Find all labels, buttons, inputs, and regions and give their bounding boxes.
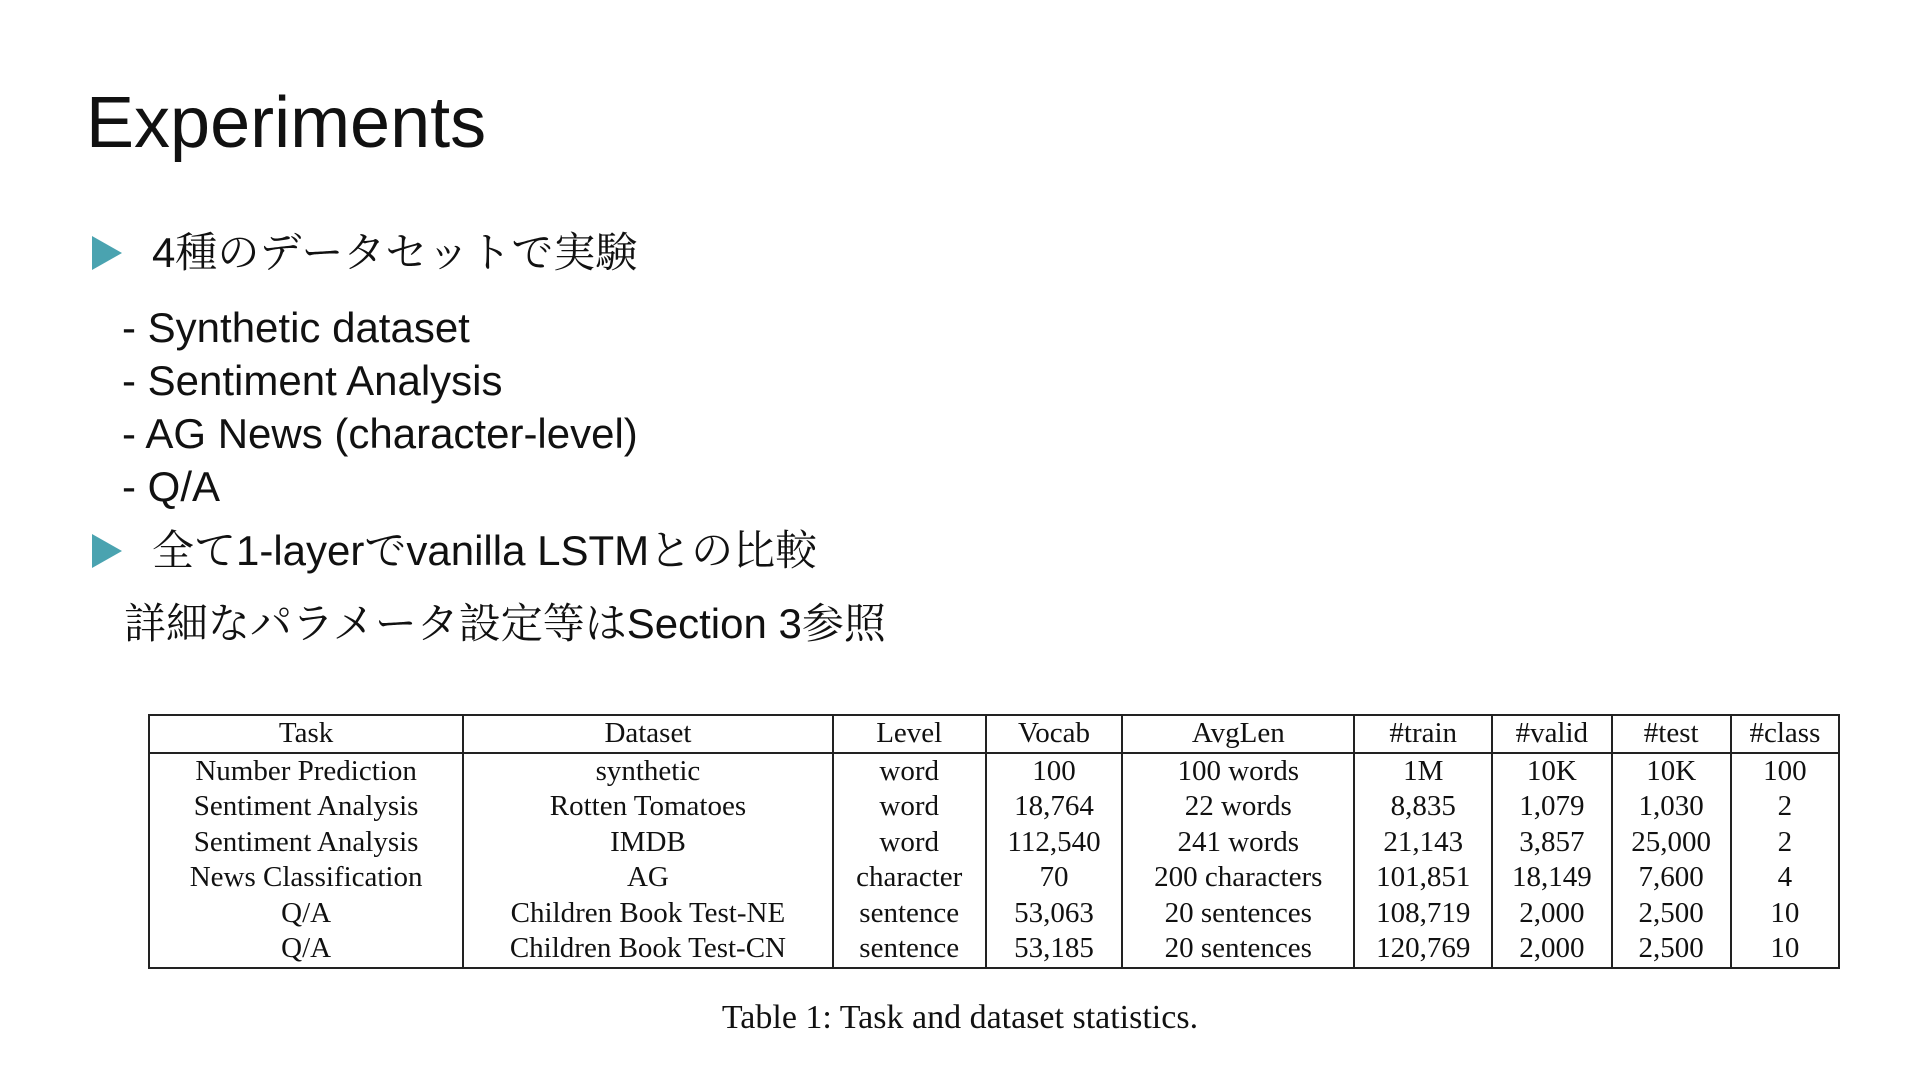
triangle-bullet-icon (92, 534, 122, 568)
header-level: Level (833, 715, 986, 753)
table-cell: sentence (833, 931, 986, 968)
table-cell: sentence (833, 896, 986, 932)
table-row (149, 896, 1839, 932)
table-cell: News Classification (149, 860, 463, 896)
table-cell: 2,000 (1492, 931, 1611, 968)
table-cell: word (833, 825, 986, 861)
table-cell: 18,149 (1492, 860, 1611, 896)
table-header-row (149, 715, 1839, 753)
table-cell: 3,857 (1492, 825, 1611, 861)
table-cell: Sentiment Analysis (149, 789, 463, 825)
table-row (149, 789, 1839, 825)
table-cell: 8,835 (1354, 789, 1492, 825)
list-item: - Synthetic dataset (122, 304, 470, 351)
table-cell: word (833, 753, 986, 790)
table-cell: word (833, 789, 986, 825)
list-item: - Q/A (122, 463, 221, 510)
table-cell: 4 (1731, 860, 1839, 896)
table-cell: 2 (1731, 789, 1839, 825)
table-cell: 2,500 (1612, 931, 1731, 968)
header-avglen: AvgLen (1122, 715, 1354, 753)
table-cell: synthetic (463, 753, 832, 790)
table-cell: AG (463, 860, 832, 896)
table-cell: 108,719 (1354, 896, 1492, 932)
table-cell: 10 (1731, 931, 1839, 968)
table-cell: Children Book Test-CN (463, 931, 832, 968)
table-cell: 7,600 (1612, 860, 1731, 896)
header-dataset: Dataset (463, 715, 832, 753)
table-cell: IMDB (463, 825, 832, 861)
table-cell: 241 words (1122, 825, 1354, 861)
bullet-text: 4種のデータセットで実験 (152, 229, 638, 276)
table-cell: Sentiment Analysis (149, 825, 463, 861)
table-cell: 1,030 (1612, 789, 1731, 825)
table-cell: 53,063 (986, 896, 1122, 932)
table-cell: Q/A (149, 896, 463, 932)
table-cell: 100 (986, 753, 1122, 790)
table-cell: 2,000 (1492, 896, 1611, 932)
list-item: - Sentiment Analysis (122, 357, 503, 404)
table-cell: 10 (1731, 896, 1839, 932)
table-row (149, 860, 1839, 896)
table-cell: 100 words (1122, 753, 1354, 790)
list-item: - AG News (character-level) (122, 410, 638, 457)
table-cell: 70 (986, 860, 1122, 896)
header-train: #train (1354, 715, 1492, 753)
header-task: Task (149, 715, 463, 753)
table-cell: Number Prediction (149, 753, 463, 790)
table-cell: Q/A (149, 931, 463, 968)
table-cell: Rotten Tomatoes (463, 789, 832, 825)
table-cell: 25,000 (1612, 825, 1731, 861)
triangle-bullet-icon (92, 236, 122, 270)
table-cell: 1M (1354, 753, 1492, 790)
parameter-note: 詳細なパラメータ設定等はSection 3参照 (124, 600, 886, 647)
table-cell: 112,540 (986, 825, 1122, 861)
table-cell: 18,764 (986, 789, 1122, 825)
table-row (149, 931, 1839, 968)
table-cell: 2 (1731, 825, 1839, 861)
table-cell: 22 words (1122, 789, 1354, 825)
table-cell: 20 sentences (1122, 931, 1354, 968)
table-cell: character (833, 860, 986, 896)
table-cell: Children Book Test-NE (463, 896, 832, 932)
dataset-list (122, 301, 638, 513)
table-row (149, 825, 1839, 861)
table-cell: 53,185 (986, 931, 1122, 968)
header-vocab: Vocab (986, 715, 1122, 753)
dataset-statistics-table (148, 714, 1840, 969)
table-cell: 10K (1492, 753, 1611, 790)
table-cell: 1,079 (1492, 789, 1611, 825)
table-cell: 20 sentences (1122, 896, 1354, 932)
bullet-datasets (92, 227, 637, 279)
table-caption: Table 1: Task and dataset statistics. (721, 999, 1199, 1036)
table-cell: 21,143 (1354, 825, 1492, 861)
table-cell: 120,769 (1354, 931, 1492, 968)
slide-title: Experiments (86, 83, 487, 163)
table-cell: 10K (1612, 753, 1731, 790)
table-cell: 2,500 (1612, 896, 1731, 932)
table-cell: 100 (1731, 753, 1839, 790)
table-cell: 200 characters (1122, 860, 1354, 896)
header-class: #class (1731, 715, 1839, 753)
bullet-text: 全て1-layerでvanilla LSTMとの比較 (152, 527, 818, 574)
header-test: #test (1612, 715, 1731, 753)
bullet-comparison (92, 525, 817, 577)
header-valid: #valid (1492, 715, 1611, 753)
table-row (149, 753, 1839, 790)
table-cell: 101,851 (1354, 860, 1492, 896)
